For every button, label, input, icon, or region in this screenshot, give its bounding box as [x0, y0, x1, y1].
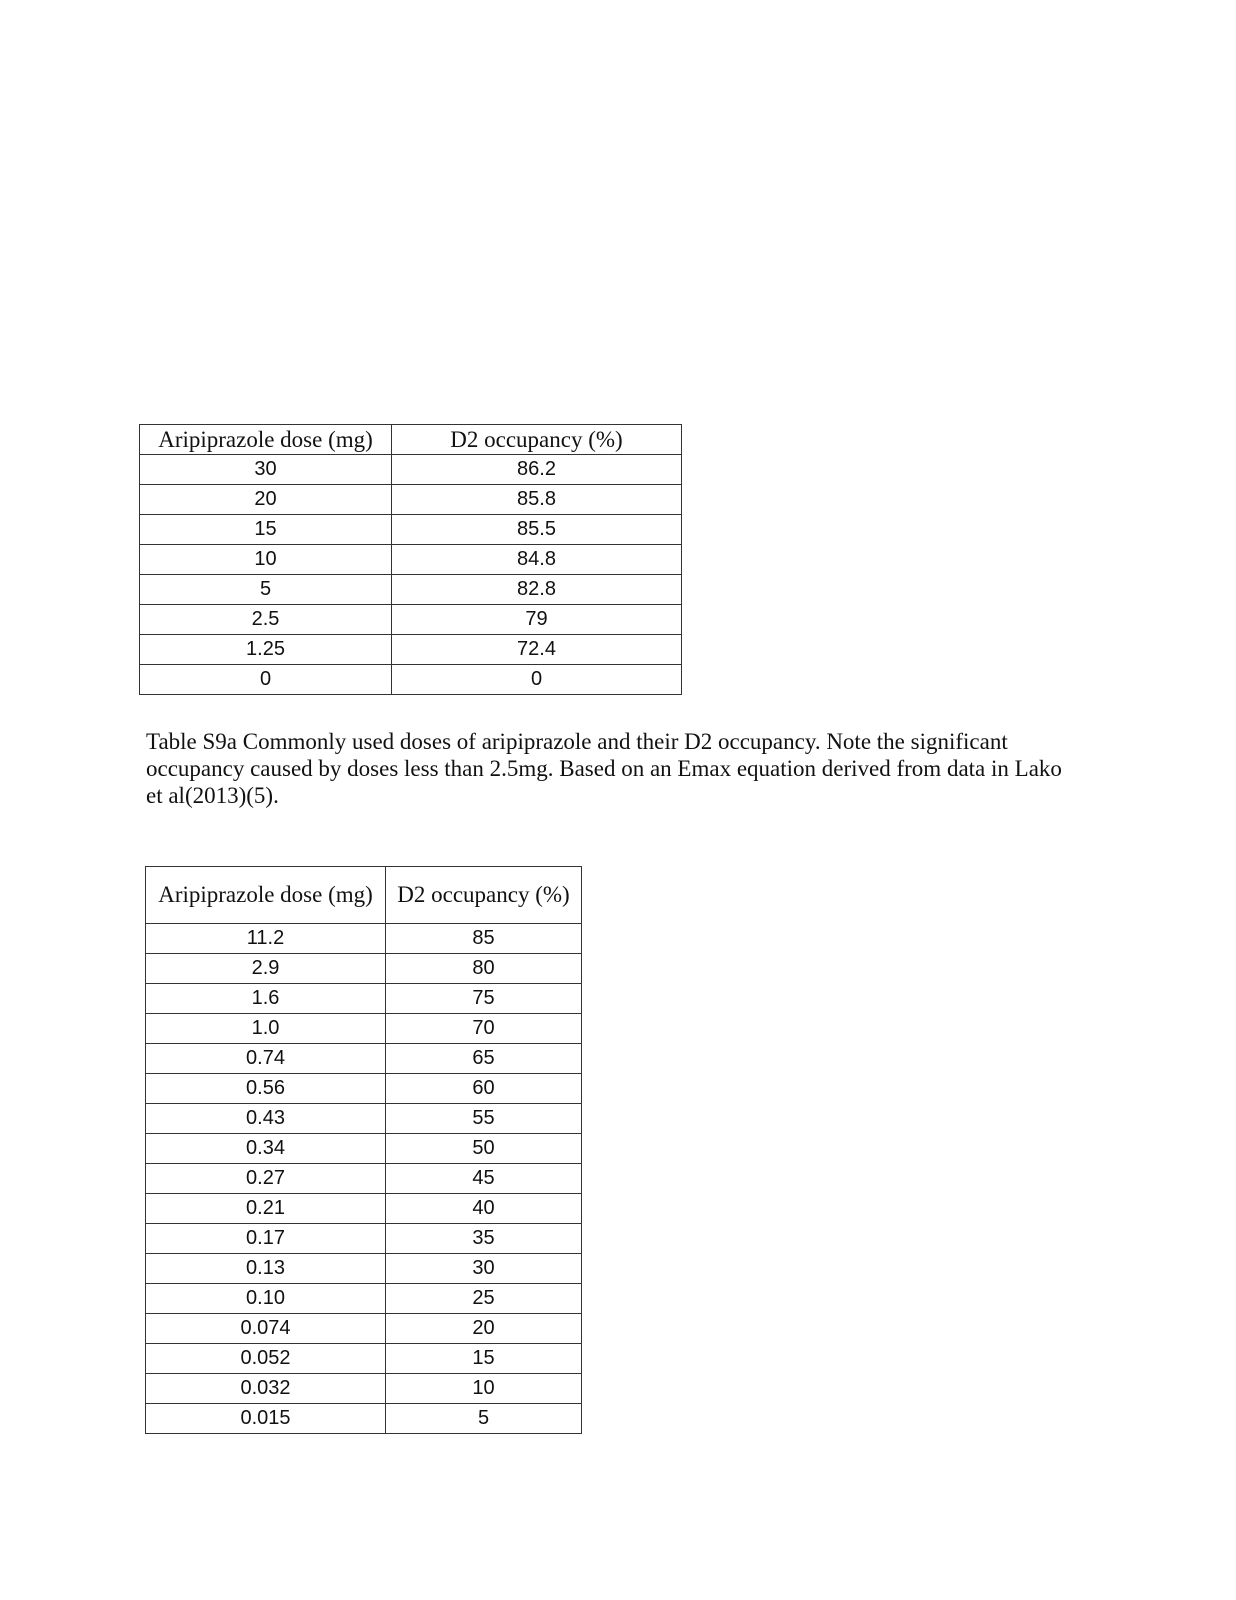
dose-cell: 0.13 — [146, 1254, 386, 1284]
dose-cell: 1.0 — [146, 1014, 386, 1044]
table-a-body — [140, 455, 682, 695]
occupancy-cell: 84.8 — [392, 545, 682, 575]
occupancy-cell: 45 — [386, 1164, 582, 1194]
header-occupancy: D2 occupancy (%) — [392, 425, 682, 455]
table-row — [146, 1014, 582, 1044]
occupancy-cell: 82.8 — [392, 575, 682, 605]
table-row — [140, 665, 682, 695]
table-row — [146, 1194, 582, 1224]
dose-cell: 0 — [140, 665, 392, 695]
table-b-body — [146, 924, 582, 1434]
occupancy-cell: 20 — [386, 1314, 582, 1344]
table-row — [146, 1344, 582, 1374]
table-row — [146, 924, 582, 954]
dose-occupancy-table-a — [139, 424, 682, 695]
header-occupancy: D2 occupancy (%) — [386, 867, 582, 924]
occupancy-cell: 60 — [386, 1074, 582, 1104]
dose-cell: 0.21 — [146, 1194, 386, 1224]
table-row — [146, 1314, 582, 1344]
occupancy-cell: 85.5 — [392, 515, 682, 545]
occupancy-cell: 50 — [386, 1134, 582, 1164]
occupancy-cell: 15 — [386, 1344, 582, 1374]
table-caption: Table S9a Commonly used doses of aripiprazole and their D2 occupancy. Note the significant occupancy caused by doses less than 2.5mg. Based on an Emax equation derived from data in Lako et al(2013)(5). — [146, 729, 1062, 808]
table-row — [146, 1254, 582, 1284]
occupancy-cell: 35 — [386, 1224, 582, 1254]
occupancy-cell: 0 — [392, 665, 682, 695]
table-row — [140, 545, 682, 575]
table-row — [140, 635, 682, 665]
table-row — [146, 1104, 582, 1134]
table-row — [140, 515, 682, 545]
dose-cell: 5 — [140, 575, 392, 605]
occupancy-cell: 30 — [386, 1254, 582, 1284]
occupancy-cell: 86.2 — [392, 455, 682, 485]
table-row — [140, 575, 682, 605]
occupancy-cell: 25 — [386, 1284, 582, 1314]
occupancy-cell: 10 — [386, 1374, 582, 1404]
occupancy-cell: 75 — [386, 984, 582, 1014]
occupancy-cell: 65 — [386, 1044, 582, 1074]
dose-cell: 1.25 — [140, 635, 392, 665]
dose-cell: 0.27 — [146, 1164, 386, 1194]
dose-cell: 2.9 — [146, 954, 386, 984]
table-row — [146, 984, 582, 1014]
table-row — [140, 455, 682, 485]
table-header-row — [146, 867, 582, 924]
dose-cell: 30 — [140, 455, 392, 485]
dose-cell: 0.074 — [146, 1314, 386, 1344]
dose-cell: 0.17 — [146, 1224, 386, 1254]
table-row — [146, 1074, 582, 1104]
occupancy-cell: 40 — [386, 1194, 582, 1224]
table-row — [140, 485, 682, 515]
dose-cell: 2.5 — [140, 605, 392, 635]
occupancy-cell: 72.4 — [392, 635, 682, 665]
table-row — [146, 1164, 582, 1194]
occupancy-cell: 70 — [386, 1014, 582, 1044]
dose-cell: 15 — [140, 515, 392, 545]
table-row — [146, 1404, 582, 1434]
header-dose: Aripiprazole dose (mg) — [146, 867, 386, 924]
occupancy-cell: 85 — [386, 924, 582, 954]
dose-occupancy-table-b — [145, 866, 582, 1434]
dose-cell: 0.10 — [146, 1284, 386, 1314]
occupancy-cell: 55 — [386, 1104, 582, 1134]
dose-cell: 11.2 — [146, 924, 386, 954]
dose-cell: 0.56 — [146, 1074, 386, 1104]
table-header-row — [140, 425, 682, 455]
table-row — [146, 1044, 582, 1074]
table-row — [146, 954, 582, 984]
occupancy-cell: 85.8 — [392, 485, 682, 515]
table-row — [146, 1374, 582, 1404]
table-row — [146, 1134, 582, 1164]
dose-cell: 0.015 — [146, 1404, 386, 1434]
occupancy-cell: 80 — [386, 954, 582, 984]
occupancy-cell: 5 — [386, 1404, 582, 1434]
dose-cell: 0.74 — [146, 1044, 386, 1074]
table-row — [146, 1224, 582, 1254]
dose-cell: 0.052 — [146, 1344, 386, 1374]
table-row — [140, 605, 682, 635]
header-dose: Aripiprazole dose (mg) — [140, 425, 392, 455]
dose-cell: 0.43 — [146, 1104, 386, 1134]
dose-cell: 20 — [140, 485, 392, 515]
dose-cell: 10 — [140, 545, 392, 575]
dose-cell: 0.032 — [146, 1374, 386, 1404]
dose-cell: 1.6 — [146, 984, 386, 1014]
occupancy-cell: 79 — [392, 605, 682, 635]
dose-cell: 0.34 — [146, 1134, 386, 1164]
table-row — [146, 1284, 582, 1314]
